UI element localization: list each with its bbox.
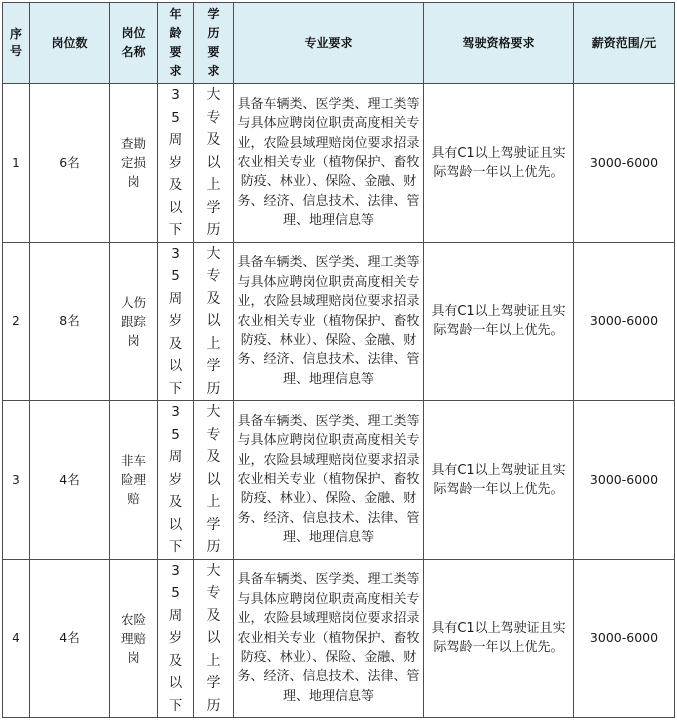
cell-seq: 3 — [3, 401, 30, 560]
table-row — [3, 242, 675, 401]
cell-edu: 大专及以上学历 — [194, 559, 234, 718]
header-name: 岗位名称 — [110, 3, 158, 84]
cell-age: 35周岁及以下 — [158, 242, 194, 401]
table-row — [3, 559, 675, 718]
cell-seq: 2 — [3, 242, 30, 401]
cell-drive: 具有C1以上驾驶证且实际驾龄一年以上优先。 — [424, 401, 574, 560]
cell-major: 具备车辆类、医学类、理工类等与具体应聘岗位职责高度相关专业，农险县域理赔岗位要求招录农业相关专业（植物保护、畜牧防疫、林业）、保险、金融、财务、经济、信息技术、法律、管理、地理信息等 — [234, 242, 424, 401]
table-row — [3, 401, 675, 560]
header-age: 年龄要求 — [158, 3, 194, 84]
cell-age: 35周岁及以下 — [158, 401, 194, 560]
cell-drive: 具有C1以上驾驶证且实际驾龄一年以上优先。 — [424, 559, 574, 718]
header-edu: 学历要求 — [194, 3, 234, 84]
header-drive: 驾驶资格要求 — [424, 3, 574, 84]
cell-drive: 具有C1以上驾驶证且实际驾龄一年以上优先。 — [424, 84, 574, 243]
table-row — [3, 84, 675, 243]
header-row — [3, 3, 675, 84]
cell-name: 查勘定损岗 — [110, 84, 158, 243]
cell-count: 6名 — [30, 84, 110, 243]
header-count: 岗位数 — [30, 3, 110, 84]
cell-count: 8名 — [30, 242, 110, 401]
cell-edu: 大专及以上学历 — [194, 401, 234, 560]
cell-edu: 大专及以上学历 — [194, 242, 234, 401]
header-seq: 序号 — [3, 3, 30, 84]
cell-drive: 具有C1以上驾驶证且实际驾龄一年以上优先。 — [424, 242, 574, 401]
cell-count: 4名 — [30, 559, 110, 718]
cell-name: 非车险理赔 — [110, 401, 158, 560]
cell-salary: 3000-6000 — [574, 242, 675, 401]
cell-salary: 3000-6000 — [574, 559, 675, 718]
cell-salary: 3000-6000 — [574, 84, 675, 243]
recruitment-table — [2, 2, 675, 718]
cell-major: 具备车辆类、医学类、理工类等与具体应聘岗位职责高度相关专业，农险县域理赔岗位要求招录农业相关专业（植物保护、畜牧防疫、林业）、保险、金融、财务、经济、信息技术、法律、管理、地理信息等 — [234, 84, 424, 243]
cell-salary: 3000-6000 — [574, 401, 675, 560]
cell-name: 人伤跟踪岗 — [110, 242, 158, 401]
cell-seq: 1 — [3, 84, 30, 243]
cell-age: 35周岁及以下 — [158, 559, 194, 718]
cell-name: 农险理赔岗 — [110, 559, 158, 718]
header-major: 专业要求 — [234, 3, 424, 84]
cell-count: 4名 — [30, 401, 110, 560]
cell-edu: 大专及以上学历 — [194, 84, 234, 243]
cell-seq: 4 — [3, 559, 30, 718]
header-salary: 薪资范围/元 — [574, 3, 675, 84]
cell-major: 具备车辆类、医学类、理工类等与具体应聘岗位职责高度相关专业，农险县域理赔岗位要求招录农业相关专业（植物保护、畜牧防疫、林业）、保险、金融、财务、经济、信息技术、法律、管理、地理信息等 — [234, 401, 424, 560]
cell-age: 35周岁及以下 — [158, 84, 194, 243]
cell-major: 具备车辆类、医学类、理工类等与具体应聘岗位职责高度相关专业，农险县域理赔岗位要求招录农业相关专业（植物保护、畜牧防疫、林业）、保险、金融、财务、经济、信息技术、法律、管理、地理信息等 — [234, 559, 424, 718]
